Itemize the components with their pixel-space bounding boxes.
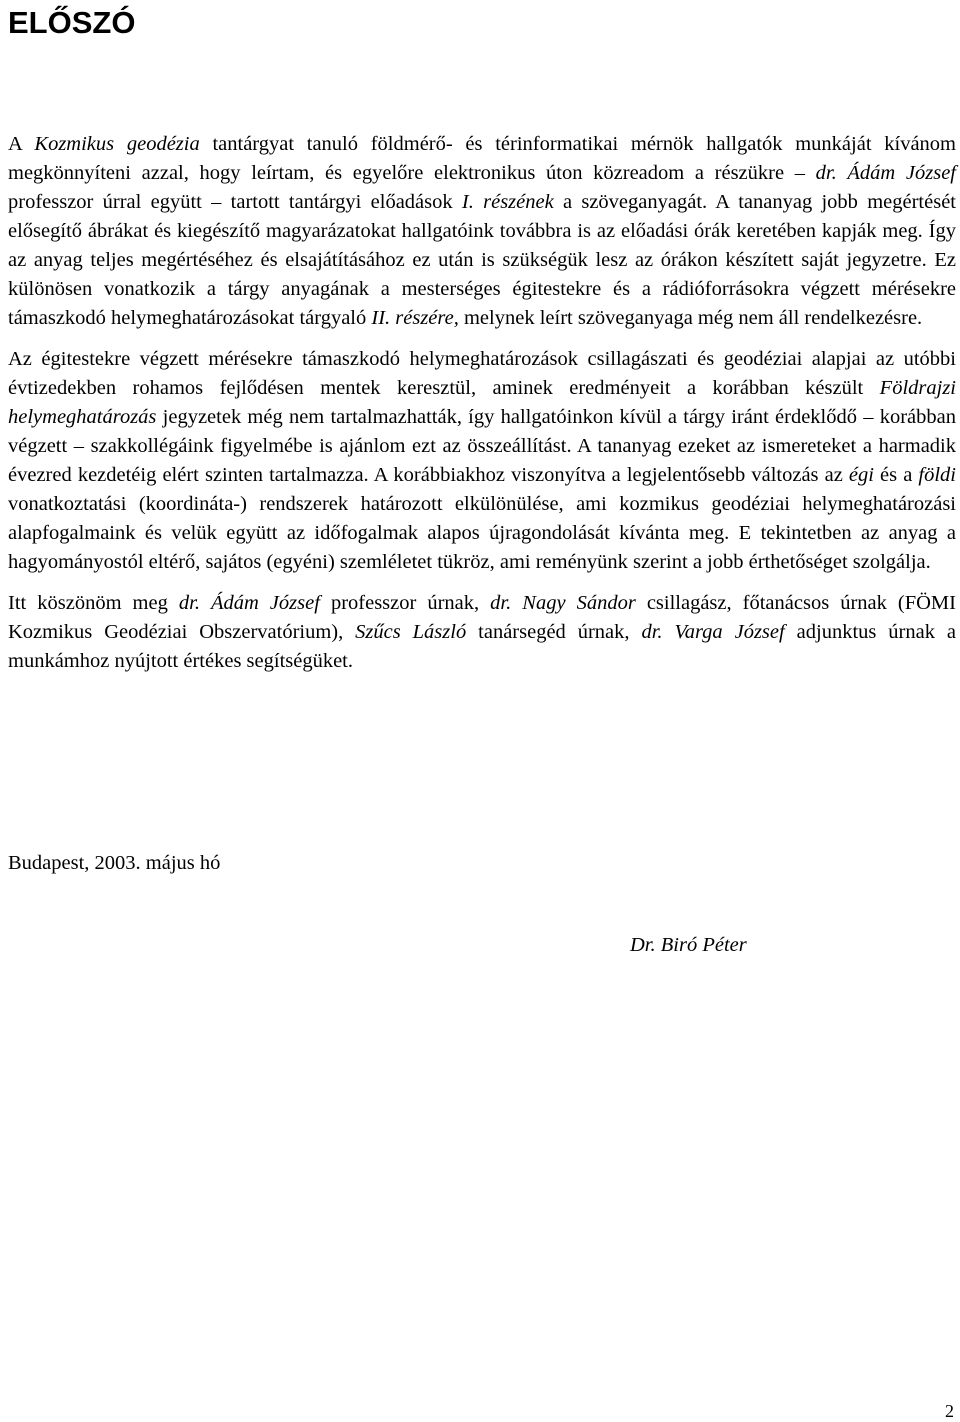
text-run: professzor úrnak, [319,592,491,614]
italic-text-run: dr. Nagy Sándor [490,592,636,614]
text-run: és a [873,464,919,486]
italic-text-run: Szűcs László [355,621,467,643]
italic-text-run: Földrajzi helymeghatározás [8,377,956,428]
italic-text-run: égi [848,464,874,486]
text-run: vonatkoztatási (koordináta-) rendszerek határozott elkülönülése, ami kozmikus geodéziai helymeghatározási alapfogalmaink és velük együtt az időfogalmak alapos újragondolását kívánta meg. E tekintetben az anyag a hagyományostól eltérő, sajátos (egyéni) szemléletet tükröz, ami reményünk szerint a jobb érthetőséget szolgálja. [8,493,956,573]
text-run: melynek leírt szöveganyaga még nem áll rendelkezésre. [458,307,923,329]
text-run: Az égitestekre végzett mérésekre támaszkodó helymeghatározások csillagászati és geodéziai alapjai az utóbbi évtizedekben rohamos fejlődésen mentek keresztül, aminek eredményeit a korábban készült [8,348,956,399]
page-number: 2 [945,1401,954,1421]
italic-text-run: dr. Varga József [641,621,785,643]
paragraph-1 [8,130,956,333]
italic-text-run: dr. Ádám József [178,592,320,614]
paragraph-2 [8,345,956,577]
text-run: adjunktus úrnak a munkámhoz nyújtott értékes segítségüket. [8,621,956,672]
text-run: professzor úrral együtt – tartott tantárgyi előadások [8,191,462,213]
text-run: jegyzetek még nem tartalmazhatták, így hallgatóinkon kívül a tárgy iránt érdeklődő – korábban végzett – szakkollégáink figyelmébe is ajánlom ezt az összeállítást. A tananyag ezeket az ismereteket a harmadik évezred kezdetéig elért szinten tartalmazza. A korábbiakhoz viszonyítva a legjelentősebb változás az [8,406,956,486]
page-title: ELŐSZÓ [8,5,136,40]
italic-text-run: földi [918,464,956,486]
place-and-date: Budapest, 2003. május hó [8,852,221,874]
text-run: A [8,133,35,155]
text-run: Itt köszönöm meg [8,592,179,614]
paragraph-3 [8,589,956,676]
text-run: csillagász, főtanácsos úrnak (FÖMI Kozmikus Geodéziai Obszervatórium), [8,592,956,643]
italic-text-run: I. részének [461,191,554,213]
preface-body [8,130,956,688]
italic-text-run: II. részére, [371,307,459,329]
text-run: tanársegéd úrnak, [466,621,642,643]
author-signature: Dr. Biró Péter [630,934,747,956]
italic-text-run: dr. Ádám József [815,162,956,184]
text-run: tantárgyat tanuló földmérő- és térinformatikai mérnök hallgatók munkáját kívánom megkönnyíteni azzal, hogy leírtam, és egyelőre elektronikus úton közreadom a részükre – [8,133,956,184]
italic-text-run: Kozmikus geodézia [34,133,200,155]
text-run: a szöveganyagát. A tananyag jobb megértését elősegítő ábrákat és kiegészítő magyarázatokat hallgatóink továbbra is az előadási órák keretében kapják meg. Így az anyag teljes megértéséhez és elsajátításához ez után is szükségük lesz az órákon készített saját jegyzetre. Ez különösen vonatkozik a tárgy anyagának a mesterséges égitestekre és a rádióforrásokra végzett mérésekre támaszkodó helymeghatározásokat tárgyaló [8,191,956,329]
